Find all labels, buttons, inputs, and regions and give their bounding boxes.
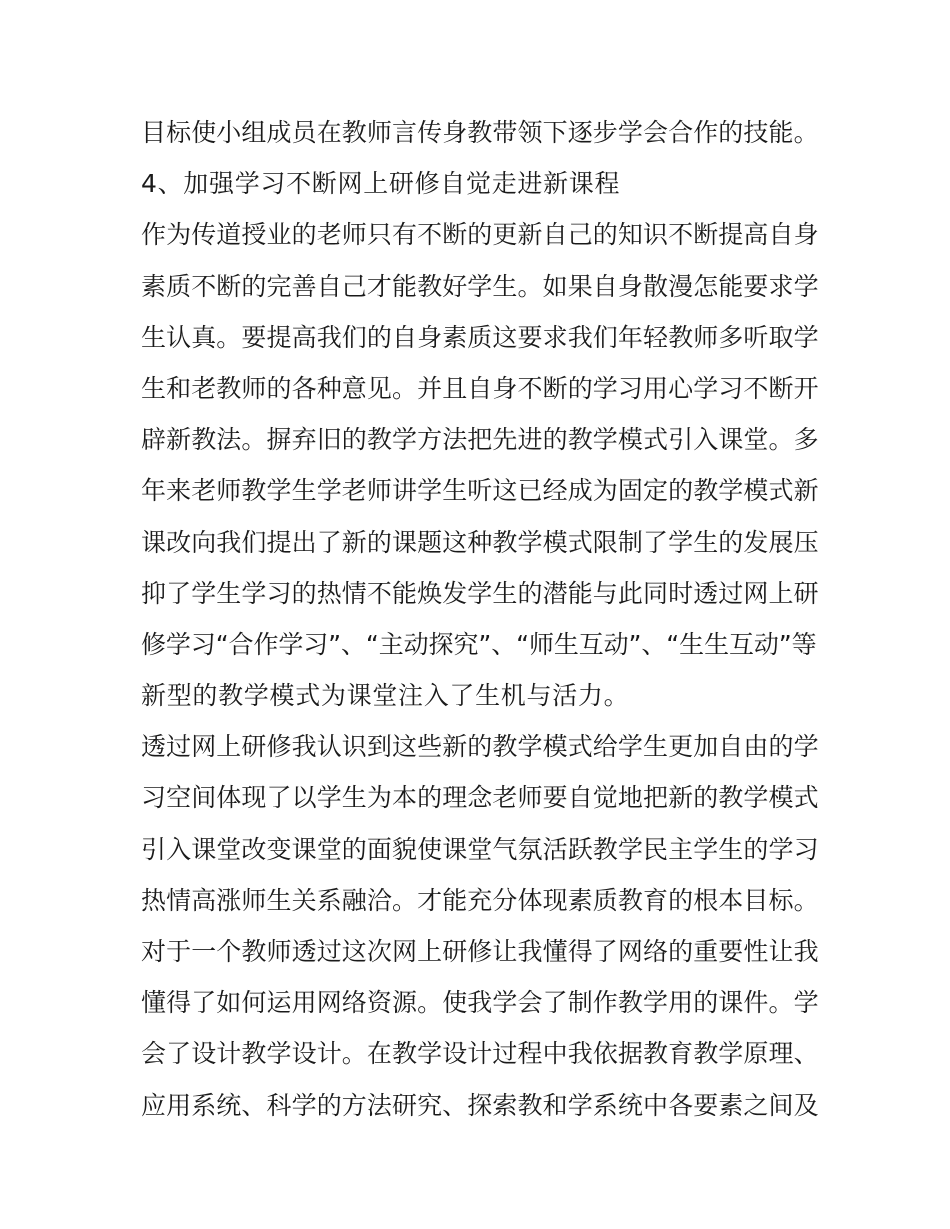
text-line: 作为传道授业的老师只有不断的更新自己的知识不断提高自身 [141,220,819,250]
text-line: 应用系统、科学的方法研究、探索教和学系统中各要素之间及 [141,1090,819,1120]
text-line: 对于一个教师透过这次网上研修让我懂得了网络的重要性让我 [141,937,819,966]
text-line: 习空间体现了以学生为本的理念老师要自觉地把新的教学模式 [141,783,819,813]
text-line: 热情高涨师生关系融洽。才能充分体现素质教育的根本目标。 [141,885,819,915]
text-line: 课改向我们提出了新的课题这种教学模式限制了学生的发展压 [141,527,819,557]
text-line: 年来老师教学生学老师讲学生听这已经成为固定的教学模式新 [141,476,819,506]
text-line: 透过网上研修我认识到这些新的教学模式给学生更加自由的学 [141,732,819,762]
section-heading: 4、加强学习不断网上研修自觉走进新课程 [141,169,621,199]
text-line: 懂得了如何运用网络资源。使我学会了制作教学用的课件。学 [141,988,819,1018]
text-line: 新型的教学模式为课堂注入了生机与活力。 [141,681,630,711]
text-line: 修学习“合作学习”、“主动探究”、“师生互动”、“生生互动”等 [141,629,817,659]
text-line: 生和老教师的各种意见。并且自身不断的学习用心学习不断开 [141,373,819,403]
text-line: 会了设计教学设计。在教学设计过程中我依据教育教学原理、 [141,1039,819,1069]
text-line: 素质不断的完善自己才能教好学生。如果自身散漫怎能要求学 [141,271,819,301]
text-line: 引入课堂改变课堂的面貌使课堂气氛活跃教学民主学生的学习 [141,834,819,864]
text-line: 生认真。要提高我们的自身素质这要求我们年轻教师多听取学 [141,322,819,352]
text-line: 辟新教法。摒弃旧的教学方法把先进的教学模式引入课堂。多 [141,425,819,455]
text-line: 目标使小组成员在教师言传身教带领下逐步学会合作的技能。 [141,118,819,147]
text-line: 抑了学生学习的热情不能焕发学生的潜能与此同时透过网上研 [141,578,819,608]
body-text [141,107,821,1131]
